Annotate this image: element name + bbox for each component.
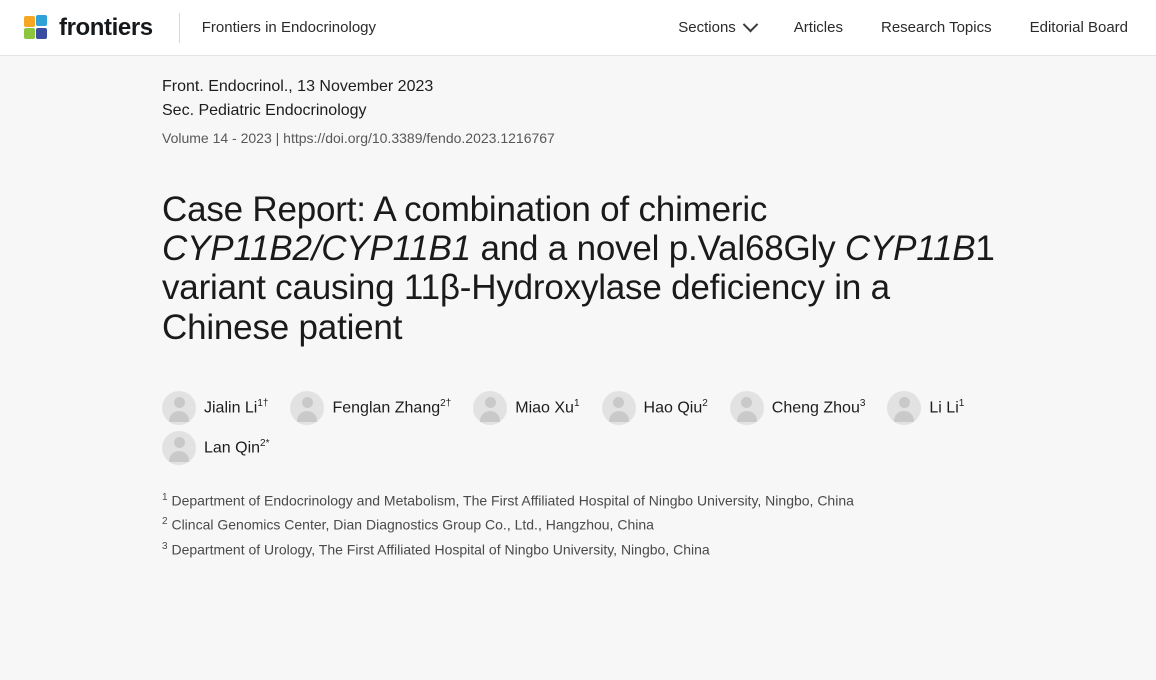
page-title (162, 190, 996, 347)
affiliation-item: $^3$ Department of Urology, The First Affiliated Hospital of Ningbo University, Ningbo, China (162, 540, 710, 558)
frontiers-logo-icon (24, 15, 50, 41)
author-affiliation-marker: 2 (702, 398, 708, 410)
avatar (473, 391, 507, 425)
affiliation-item: $^2$ Clincal Genomics Center, Dian Diagnostics Group Co., Ltd., Hangzhou, China (162, 516, 654, 533)
nav-item-research-topics[interactable] (881, 19, 992, 36)
journal-name[interactable]: Frontiers in Endocrinology (201, 19, 377, 36)
author-item[interactable] (290, 391, 451, 425)
title-part-0: Case Report: A combination of chimeric (162, 190, 768, 229)
author-name: Fenglan Zhang$^{2\dagger}$ (332, 398, 452, 417)
author-name: Cheng Zhou$^3$ (771, 398, 866, 417)
author-name: Lan Qin$^{2*}$ (204, 438, 270, 457)
nav-item-editorial-board[interactable] (1030, 19, 1128, 36)
nav-item-label: Articles (793, 19, 843, 36)
title-part-1: CYP11B2/CYP11B1 (162, 229, 471, 269)
brand-name: frontiers (59, 13, 153, 41)
nav-item-articles[interactable] (794, 19, 843, 36)
author-item[interactable] (162, 431, 270, 465)
author-item[interactable] (162, 391, 268, 425)
avatar (162, 391, 196, 425)
nav-item-label: Editorial Board (1029, 19, 1128, 36)
volume-and-doi (162, 130, 996, 146)
affiliation-marker: 3 (162, 540, 168, 552)
affiliation-list (162, 491, 996, 560)
author-affiliation-marker: 2† (440, 398, 452, 410)
author-affiliation-marker: 1† (257, 398, 269, 410)
article-page (0, 56, 1156, 680)
volume-label: Volume 14 - 2023 (162, 130, 272, 146)
journal-date: Front. Endocrinol., 13 November 2023 (162, 78, 434, 95)
author-name: Jialin $Li^{1\dagger}$ (204, 398, 269, 417)
main-navigation (678, 19, 1132, 36)
author-list (162, 391, 996, 465)
frontiers-logo[interactable] (24, 14, 153, 42)
article-content (0, 56, 1156, 559)
affiliation-marker: 1 (162, 491, 168, 503)
author-affiliation-marker: 2* (260, 438, 270, 450)
author-item[interactable] (473, 391, 579, 425)
author-item[interactable] (887, 391, 964, 425)
author-name: Hao Qiu$^2$ (643, 398, 708, 417)
journal-section: Sec. Pediatric Endocrinology (162, 102, 367, 119)
title-part-4: 1 variant causing 11β-Hydroxylase deficiency in a Chinese patient (162, 229, 995, 347)
doi-link[interactable]: https://doi.org/10.3389/fendo.2023.1216767 (283, 130, 555, 146)
avatar (887, 391, 921, 425)
avatar (290, 391, 324, 425)
author-affiliation-marker: 3 (859, 398, 866, 410)
nav-item-label: Research Topics (880, 19, 992, 36)
author-name: Miao Xu$^1$ (515, 398, 580, 417)
meta-separator: | (275, 130, 280, 146)
nav-item-label: Sections (678, 19, 736, 36)
affiliation-item: $^1$ Department of Endocrinology and Metabolism, The First Affiliated Hospital of Ningbo University, Ningbo, China (162, 491, 854, 509)
title-part-2: and a novel p.Val68Gly (470, 229, 845, 269)
site-header (0, 0, 1156, 56)
author-name: Li Li$^1$ (929, 398, 965, 417)
author-item[interactable] (602, 391, 708, 425)
avatar (730, 391, 764, 425)
title-part-3: CYP11B (844, 229, 976, 269)
affiliation-marker: 2 (162, 516, 168, 528)
author-affiliation-marker: 1 (958, 398, 965, 410)
header-divider (179, 13, 180, 43)
author-affiliation-marker: 1 (573, 398, 580, 410)
chevron-down-icon (743, 17, 759, 33)
nav-item-sections[interactable] (678, 19, 756, 36)
avatar (162, 431, 196, 465)
avatar (602, 391, 636, 425)
author-item[interactable] (730, 391, 866, 425)
